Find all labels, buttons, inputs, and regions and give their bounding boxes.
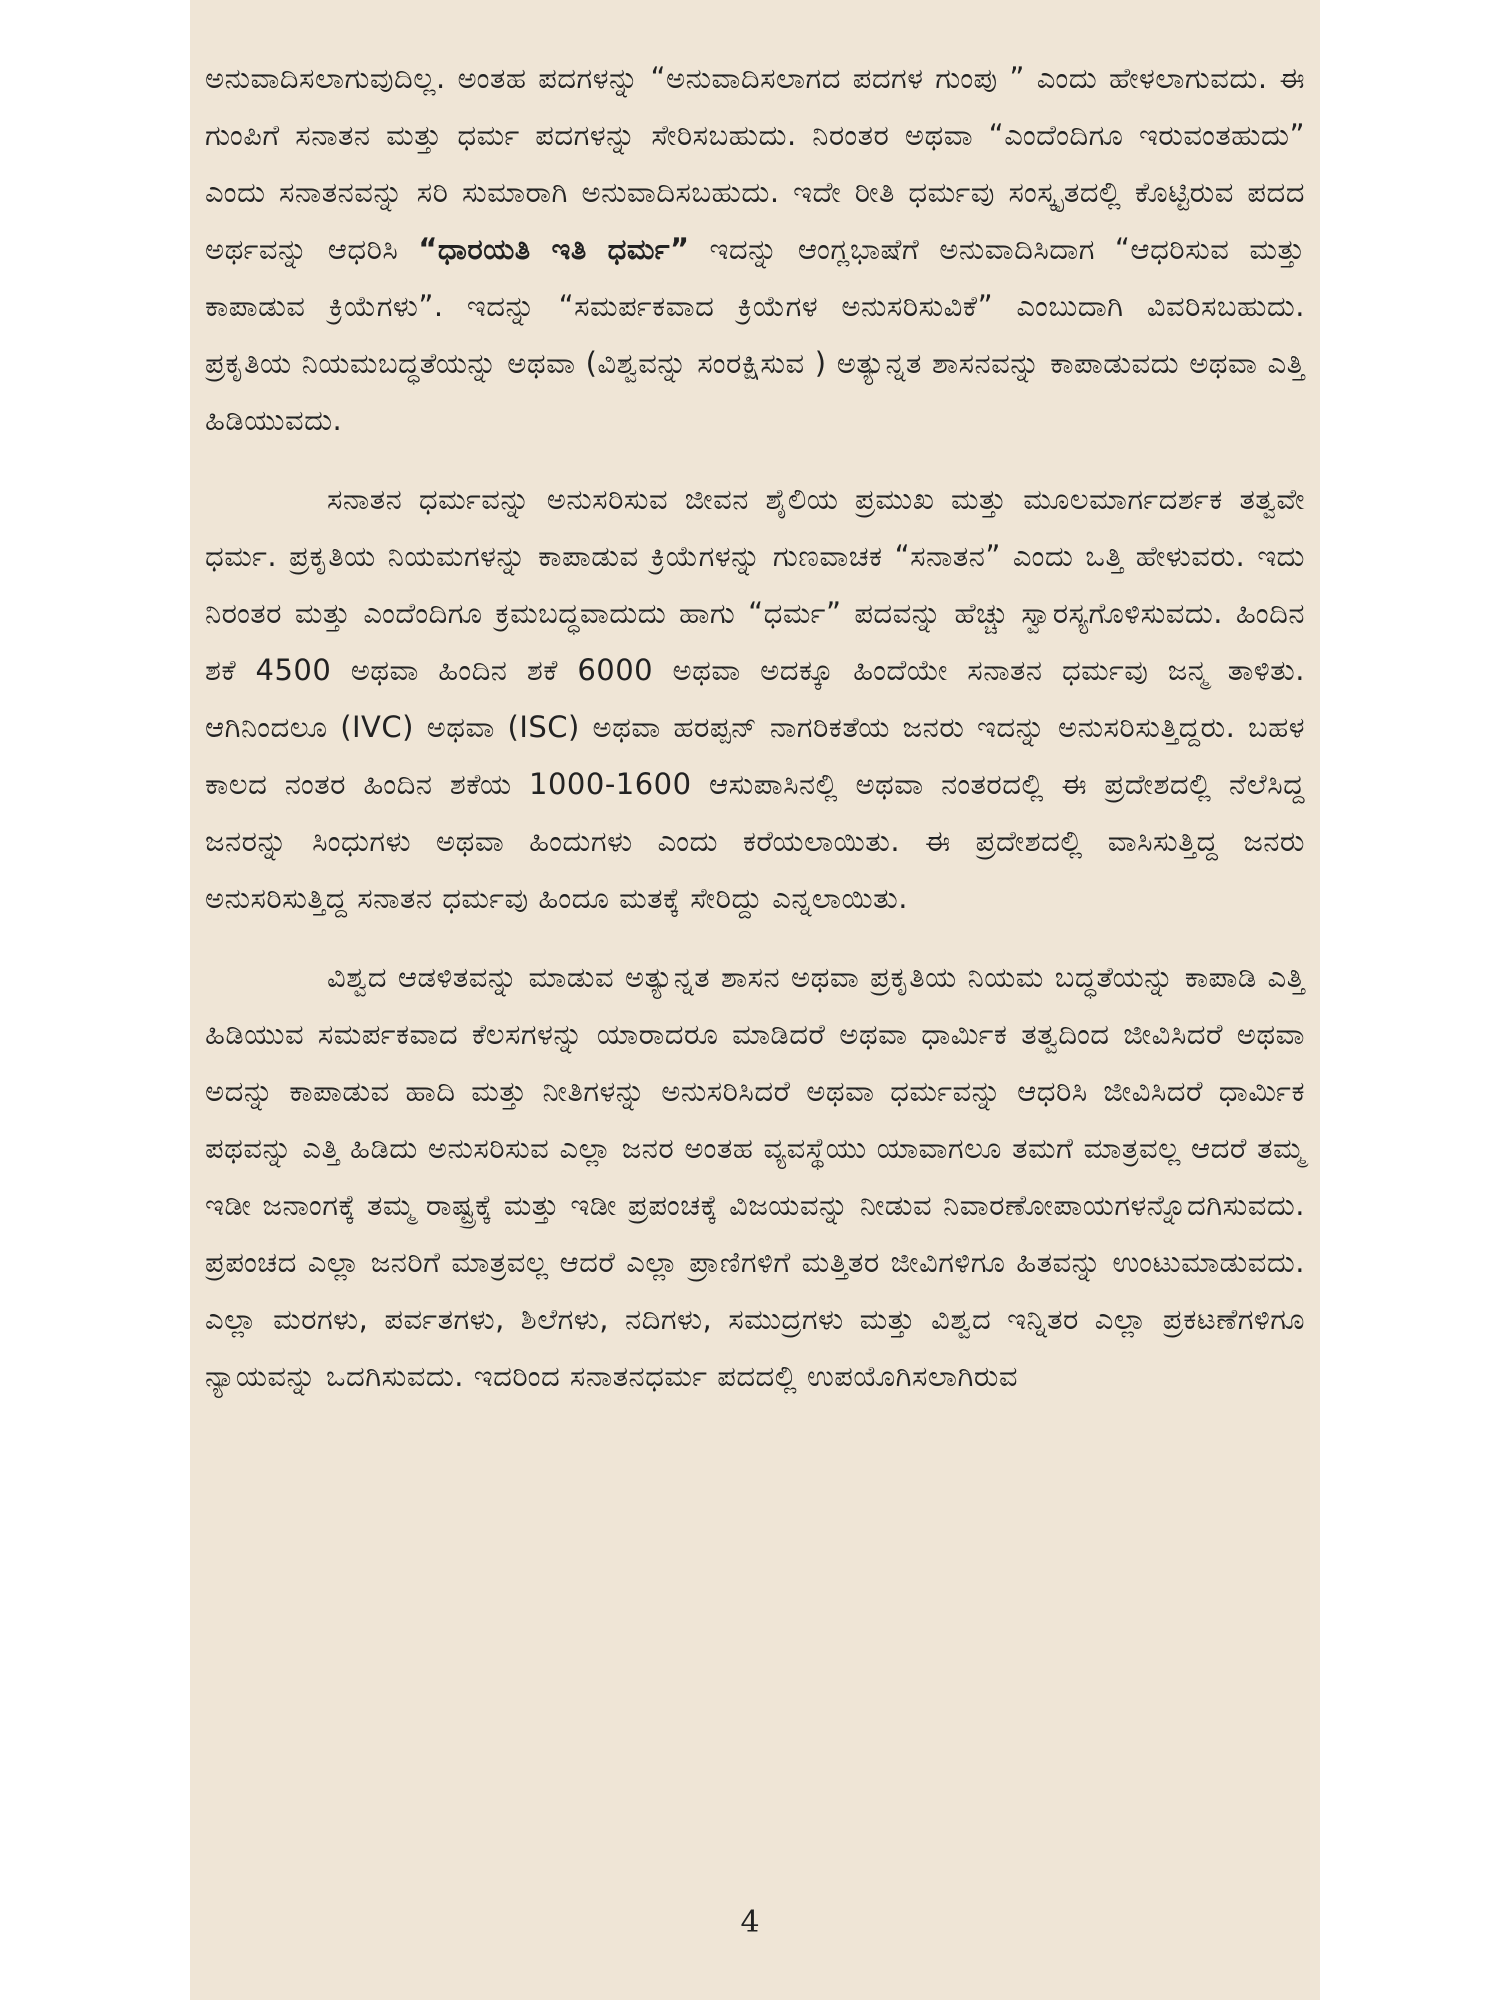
paragraph-2-text: ಸನಾತನ ಧರ್ಮವನ್ನು ಅನುಸರಿಸುವ ಜೀವನ ಶೈಲಿಯ ಪ್ರಮುಖ ಮತ್ತು ಮೂಲಮಾರ್ಗದರ್ಶಕ ತತ್ವವೇ ಧರ್ಮ. ಪ್ರಕೃತಿಯ ನಿಯಮಗಳನ್ನು ಕಾಪಾಡುವ ಕ್ರಿಯೆಗಳನ್ನು ಗುಣವಾಚಕ “ಸನಾತನ” ಎಂದು ಒತ್ತಿ ಹೇಳುವರು. ಇದು ನಿರಂತರ ಮತ್ತು ಎಂದೆಂದಿಗೂ ಕ್ರಮಬದ್ಧವಾದುದು ಹಾಗು “ಧರ್ಮ” ಪದವನ್ನು ಹೆಚ್ಚು ಸ್ವಾರಸ್ಯಗೊಳಿಸುವದು. ಹಿಂದಿನ ಶಕೆ 4500 ಅಥವಾ ಹಿಂದಿನ ಶಕೆ 6000 ಅಥವಾ ಅದಕ್ಕೂ ಹಿಂದೆಯೇ ಸನಾತನ ಧರ್ಮವು ಜನ್ಮ ತಾಳಿತು. ಆಗಿನಿಂದಲೂ (IVC) ಅಥವಾ (ISC) ಅಥವಾ ಹರಪ್ಪನ್ ನಾಗರಿಕತೆಯ ಜನರು ಇದನ್ನು ಅನುಸರಿಸುತ್ತಿದ್ದರು. ಬಹಳ ಕಾಲದ ನಂತರ ಹಿಂದಿನ ಶಕೆಯ 1000-1600 ಆಸುಪಾಸಿನಲ್ಲಿ ಅಥವಾ ನಂತರದಲ್ಲಿ ಈ ಪ್ರದೇಶದಲ್ಲಿ ನೆಲೆಸಿದ್ದ ಜನರನ್ನು ಸಿಂಧುಗಳು ಅಥವಾ ಹಿಂದುಗಳು ಎಂದು ಕರೆಯಲಾಯಿತು. ಈ ಪ್ರದೇಶದಲ್ಲಿ ವಾಸಿಸುತ್ತಿದ್ದ ಜನರು ಅನುಸರಿಸುತ್ತಿದ್ದ ಸನಾತನ ಧರ್ಮವು ಹಿಂದೂ ಮತಕ್ಕೆ ಸೇರಿದ್ದು ಎನ್ನಲಾಯಿತು. (205, 482, 1305, 915)
paragraph-2 (205, 471, 1305, 927)
paragraph-1-text-b: ಇದನ್ನು ಆಂಗ್ಲಭಾಷೆಗೆ ಅನುವಾದಿಸಿದಾಗ “ಆಧರಿಸುವ ಮತ್ತು ಕಾಪಾಡುವ ಕ್ರಿಯೆಗಳು”. ಇದನ್ನು “ಸಮರ್ಪಕವಾದ ಕ್ರಿಯೆಗಳ ಅನುಸರಿಸುವಿಕೆ” ಎಂಬುದಾಗಿ ವಿವರಿಸಬಹುದು. ಪ್ರಕೃತಿಯ ನಿಯಮಬದ್ಧತೆಯನ್ನು ಅಥವಾ (ವಿಶ್ವವನ್ನು ಸಂರಕ್ಷಿಸುವ ) ಅತ್ಯುನ್ನತ ಶಾಸನವನ್ನು ಕಾಪಾಡುವದು ಅಥವಾ ಎತ್ತಿ ಹಿಡಿಯುವದು. (205, 232, 1305, 437)
paragraph-1-text-a: ಅನುವಾದಿಸಲಾಗುವುದಿಲ್ಲ. ಅಂತಹ ಪದಗಳನ್ನು “ಅನುವಾದಿಸಲಾಗದ ಪದಗಳ ಗುಂಪು ” ಎಂದು ಹೇಳಲಾಗುವದು. ಈ ಗುಂಪಿಗೆ ಸನಾತನ ಮತ್ತು ಧರ್ಮ ಪದಗಳನ್ನು ಸೇರಿಸಬಹುದು. ನಿರಂತರ ಅಥವಾ “ಎಂದೆಂದಿಗೂ ಇರುವಂತಹುದು” ಎಂದು ಸನಾತನವನ್ನು ಸರಿ ಸುಮಾರಾಗಿ ಅನುವಾದಿಸಬಹುದು. ಇದೇ ರೀತಿ ಧರ್ಮವು ಸಂಸ್ಕೃತದಲ್ಲಿ ಕೊಟ್ಟಿರುವ ಪದದ ಅರ್ಥವನ್ನು ಆಧರಿಸಿ (205, 61, 1305, 266)
paragraph-3-text: ವಿಶ್ವದ ಆಡಳಿತವನ್ನು ಮಾಡುವ ಅತ್ಯುನ್ನತ ಶಾಸನ ಅಥವಾ ಪ್ರಕೃತಿಯ ನಿಯಮ ಬದ್ಧತೆಯನ್ನು ಕಾಪಾಡಿ ಎತ್ತಿ ಹಿಡಿಯುವ ಸಮರ್ಪಕವಾದ ಕೆಲಸಗಳನ್ನು ಯಾರಾದರೂ ಮಾಡಿದರೆ ಅಥವಾ ಧಾರ್ಮಿಕ ತತ್ವದಿಂದ ಜೀವಿಸಿದರೆ ಅಥವಾ ಅದನ್ನು ಕಾಪಾಡುವ ಹಾದಿ ಮತ್ತು ನೀತಿಗಳನ್ನು ಅನುಸರಿಸಿದರೆ ಅಥವಾ ಧರ್ಮವನ್ನು ಆಧರಿಸಿ ಜೀವಿಸಿದರೆ ಧಾರ್ಮಿಕ ಪಥವನ್ನು ಎತ್ತಿ ಹಿಡಿದು ಅನುಸರಿಸುವ ಎಲ್ಲಾ ಜನರ ಅಂತಹ ವ್ಯವಸ್ಥೆಯು ಯಾವಾಗಲೂ ತಮಗೆ ಮಾತ್ರವಲ್ಲ ಆದರೆ ತಮ್ಮ ಇಡೀ ಜನಾಂಗಕ್ಕೆ ತಮ್ಮ ರಾಷ್ಟ್ರಕ್ಕೆ ಮತ್ತು ಇಡೀ ಪ್ರಪಂಚಕ್ಕೆ ವಿಜಯವನ್ನು ನೀಡುವ ನಿವಾರಣೋಪಾಯಗಳನ್ನೊದಗಿಸುವದು. ಪ್ರಪಂಚದ ಎಲ್ಲಾ ಜನರಿಗೆ ಮಾತ್ರವಲ್ಲ ಆದರೆ ಎಲ್ಲಾ ಪ್ರಾಣಿಗಳಿಗೆ ಮತ್ತಿತರ ಜೀವಿಗಳಿಗೂ ಹಿತವನ್ನು ಉಂಟುಮಾಡುವದು. ಎಲ್ಲಾ ಮರಗಳು, ಪರ್ವತಗಳು, ಶಿಲೆಗಳು, ನದಿಗಳು, ಸಮುದ್ರಗಳು ಮತ್ತು ವಿಶ್ವದ ಇನ್ನಿತರ ಎಲ್ಲಾ ಪ್ರಕಟಣೆಗಳಿಗೂ ನ್ಯಾಯವನ್ನು ಒದಗಿಸುವದು. ಇದರಿಂದ ಸನಾತನಧರ್ಮ ಪದದಲ್ಲಿ ಉಪಯೊಗಿಸಲಾಗಿರುವ (205, 960, 1305, 1393)
body-text (205, 50, 1305, 1427)
paragraph-1-bold-phrase: “ಧಾರಯತಿ ಇತಿ ಧರ್ಮ” (418, 232, 690, 266)
paragraph-1 (205, 50, 1305, 449)
paragraph-3 (205, 949, 1305, 1405)
page-number: 4 (740, 1905, 760, 1940)
